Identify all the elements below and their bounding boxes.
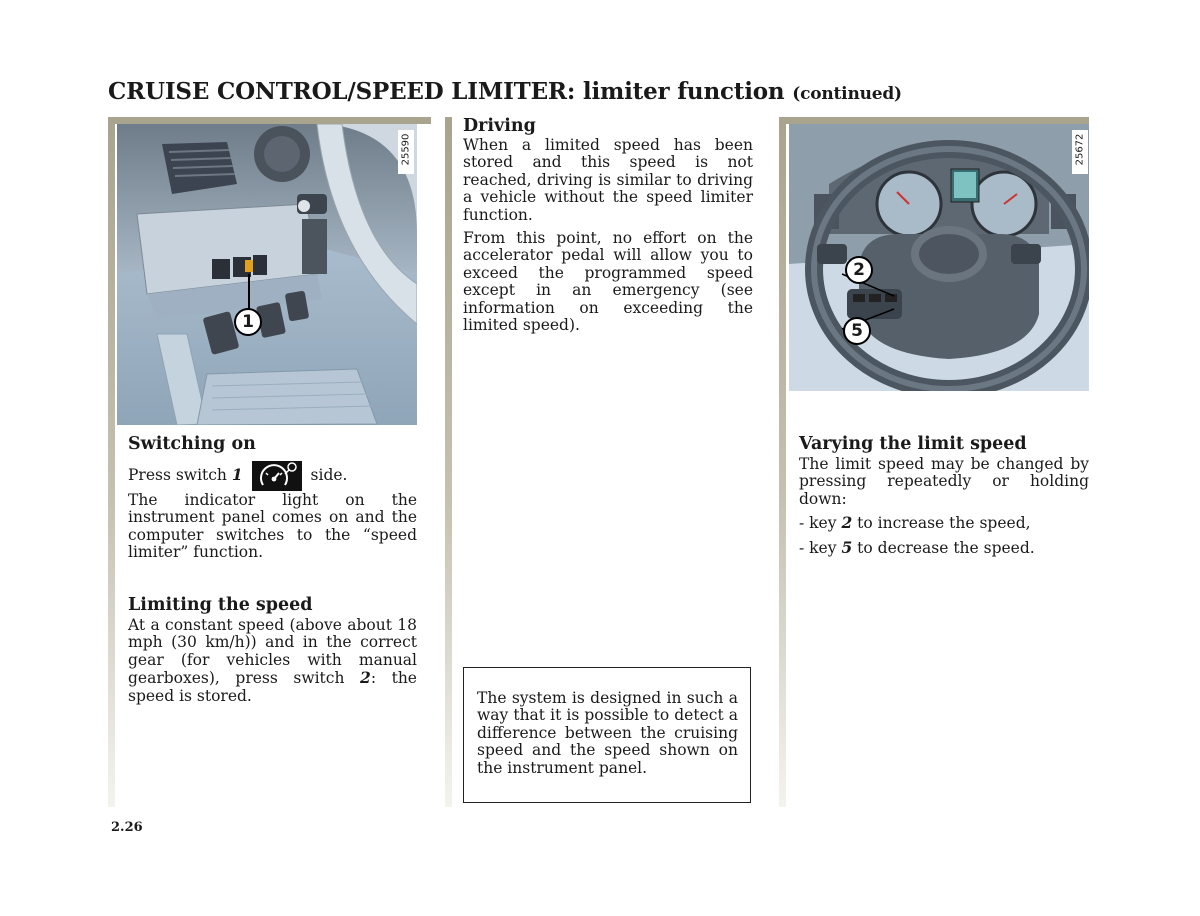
driving-paragraph-1: When a limited speed has been stored and this speed is not reached, driving is similar to driving a vehicle without the speed limiter function. — [463, 136, 753, 224]
page-title — [108, 78, 902, 105]
key-2: 2 — [360, 668, 371, 688]
column-rail-left — [108, 117, 115, 807]
title-suffix: (continued) — [792, 84, 902, 104]
callout-2: 2 — [845, 256, 873, 284]
heading-switching-on: Switching on — [128, 434, 256, 454]
instruction-text: Press switch — [128, 466, 227, 484]
varying-item-decrease — [799, 539, 1089, 557]
varying-section — [799, 434, 1089, 557]
item-prefix: - key — [799, 514, 837, 533]
callout-5: 5 — [843, 317, 871, 345]
note-text: The system is designed in such a way that it is possible to detect a difference between the cruising speed and the speed shown on the instrument panel. — [477, 689, 738, 777]
limiting-paragraph — [128, 617, 417, 705]
callout-1: 1 — [234, 308, 262, 336]
switching-on-instruction — [128, 458, 417, 492]
page-number: 2.26 — [111, 820, 143, 835]
item-text: to decrease the speed. — [857, 538, 1035, 557]
varying-item-increase — [799, 514, 1089, 532]
note-box — [463, 667, 751, 803]
item-prefix: - key — [799, 538, 837, 557]
driving-paragraph-2: From this point, no effort on the accelerator pedal will allow you to exceed the programmed speed except in an emergency (see information on exceeding the limited speed). — [463, 229, 753, 335]
limiting-section — [128, 595, 417, 705]
heading-limiting: Limiting the speed — [128, 595, 313, 615]
steering-wheel-photo — [789, 124, 1089, 391]
item-text: to increase the speed, — [857, 514, 1031, 533]
switching-on-section — [128, 434, 417, 562]
column-rail-middle — [445, 117, 452, 807]
title-main: CRUISE CONTROL/SPEED LIMITER: limiter function — [108, 78, 785, 105]
key-5-ref: 5 — [841, 537, 853, 557]
key-1: 1 — [231, 465, 243, 484]
ref-code: 25590 — [400, 133, 412, 166]
ref-code-box — [1072, 130, 1088, 174]
key-2-ref: 2 — [841, 513, 853, 533]
speed-limiter-icon — [252, 461, 302, 491]
column-top-bar — [108, 117, 431, 124]
heading-varying: Varying the limit speed — [799, 434, 1027, 454]
dashboard-switch-photo — [117, 124, 417, 425]
limiting-text-end: : the speed is stored. — [128, 669, 417, 705]
driving-section — [463, 116, 753, 334]
heading-driving: Driving — [463, 116, 536, 136]
column-top-bar-right — [779, 117, 1089, 124]
ref-code: 25672 — [1074, 133, 1086, 166]
ref-code-box — [398, 130, 414, 174]
limiting-text: At a constant speed (above about 18 mph (30 km/h)) and in the correct gear (for vehicles with manual gearboxes), press switch — [128, 616, 417, 688]
column-rail-right — [779, 117, 786, 807]
switching-on-paragraph: The indicator light on the instrument panel comes on and the computer switches to the “speed limiter” function. — [128, 491, 417, 562]
varying-paragraph: The limit speed may be changed by pressing repeatedly or holding down: — [799, 455, 1089, 508]
instruction-suffix: side. — [310, 466, 348, 484]
